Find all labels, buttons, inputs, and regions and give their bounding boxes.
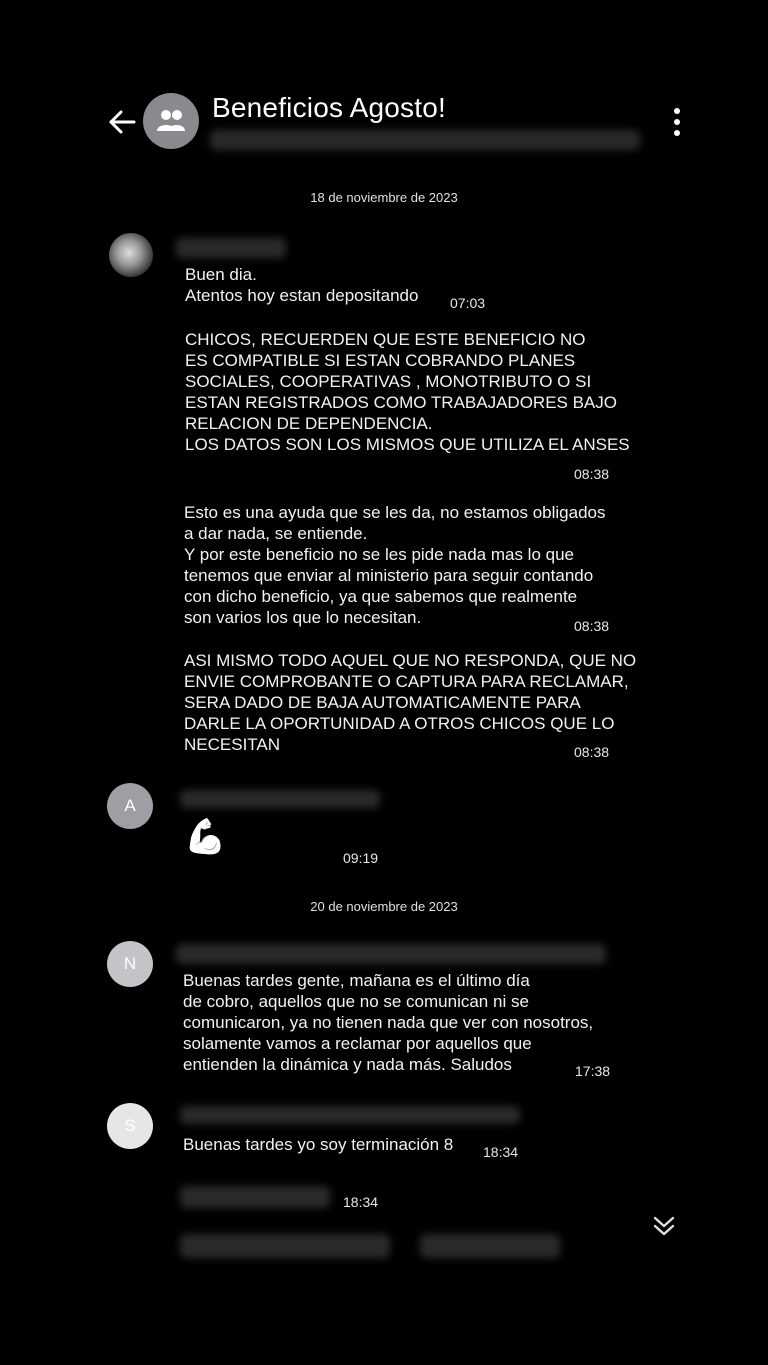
more-options-button[interactable]: [666, 104, 688, 140]
message-text-redacted: [180, 1186, 330, 1208]
message-text-redacted: [420, 1234, 560, 1258]
message-time: 08:38: [574, 466, 610, 482]
message-time: 18:34: [483, 1144, 519, 1160]
avatar-letter: A: [124, 796, 136, 815]
sender-avatar-s[interactable]: [107, 1103, 153, 1149]
message-text: ASI MISMO TODO AQUEL QUE NO RESPONDA, QUE NO ENVIE COMPROBANTE O CAPTURA PARA RECLAMAR, SERA DADO DE BAJA AUTOMATICAMENTE PARA DARLE LA OPORTUNIDAD A OTROS CHICOS QUE LO NECESITAN: [184, 651, 637, 754]
message-text: Buenas tardes yo soy terminación 8: [183, 1135, 454, 1154]
avatar-letter: N: [123, 954, 137, 973]
group-icon: [154, 104, 188, 138]
message-time: 08:38: [574, 744, 610, 760]
message-time: 07:03: [450, 295, 486, 311]
arrow-left-icon: [104, 104, 140, 140]
page-title: Beneficios Agosto!: [212, 92, 446, 123]
sender-name-redacted: [176, 944, 606, 964]
message-text: Buenas tardes gente, mañana es el último día de cobro, aquellos que no se comunican ni se comunicaron, ya no tienen nada que ver con nosotros, solamente vamos a reclamar por aquellos que entienden la dinámica y nada más. Saludos: [183, 971, 594, 1074]
more-vertical-icon: [674, 108, 680, 114]
sender-name-redacted: [180, 1106, 520, 1124]
date-separator: 18 de noviembre de 2023: [310, 190, 458, 205]
chevrons-down-icon: [650, 1212, 678, 1240]
message-time: 18:34: [343, 1194, 379, 1210]
group-members-redacted: [210, 130, 640, 150]
message-text: Esto es una ayuda que se les da, no estamos obligados a dar nada, se entiende. Y por este beneficio no se les pide nada mas lo que tenemos que enviar al ministerio para seguir contando con dicho beneficio, ya que sabemos que realmente son varios los que lo necesitan.: [184, 503, 606, 627]
message-time: 09:19: [343, 850, 379, 866]
message-text: CHICOS, RECUERDEN QUE ESTE BENEFICIO NO ES COMPATIBLE SI ESTAN COBRANDO PLANES SOCIALES, COOPERATIVAS , MONOTRIBUTO O SI ESTAN REGISTRADOS COMO TRABAJADORES BAJO RELACION DE DEPENDENCIA. LOS DATOS SON LOS MISMOS QUE UTILIZA EL ANSES: [185, 330, 630, 454]
group-avatar[interactable]: [143, 93, 199, 149]
sender-avatar-a[interactable]: [107, 783, 153, 829]
date-separator: 20 de noviembre de 2023: [310, 899, 458, 914]
avatar-letter: S: [124, 1116, 136, 1135]
back-button[interactable]: [104, 104, 140, 140]
sender-name-redacted: [176, 238, 286, 258]
message-text: Buen dia. Atentos hoy estan depositando: [185, 265, 419, 305]
message-text-redacted: [180, 1234, 390, 1258]
flexed-biceps-emoji: 💪: [184, 818, 227, 856]
sender-name-redacted: [180, 790, 380, 808]
message-time: 17:38: [575, 1063, 611, 1079]
sender-avatar-n[interactable]: [107, 941, 153, 987]
message-time: 08:38: [574, 618, 610, 634]
scroll-to-bottom-button[interactable]: [650, 1212, 678, 1240]
sender-avatar[interactable]: [109, 233, 153, 277]
